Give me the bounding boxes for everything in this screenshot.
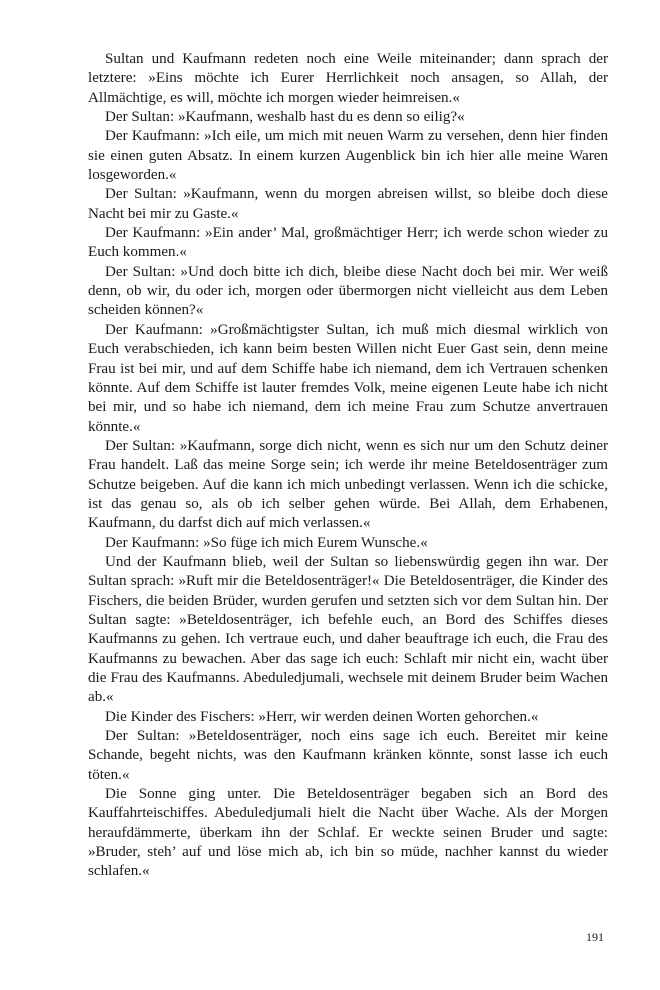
paragraph: Und der Kaufmann blieb, weil der Sultan so liebenswürdig gegen ihn war. Der Sultan sprach: »Ruft mir die Beteldosenträger!« Die Beteldosenträger, die Kinder des Fischers, die beiden Brüder, wurden gerufen und setzten sich vor dem Sultan hin. Der Sultan sagte: »Beteldosenträger, ich befehle euch, an Bord des Schiffes dieses Kaufmanns zu gehen. Ich vertraue euch, und daher beauftrage ich euch, die Frau des Kaufmanns zu bewachen. Aber das sage ich euch: Schlaft mir nicht ein, wacht über die Frau des Kaufmanns. Abeduledjumali, wechsele mit deinem Bruder beim Wachen ab.«: [88, 553, 608, 706]
paragraph: Der Kaufmann: »Großmächtigster Sultan, ich muß mich diesmal wirklich von Euch verabschieden, ich kann beim besten Willen nicht Euer Gast sein, denn meine Frau ist bei mir, und auf dem Schiffe habe ich niemand, dem ich Vertrauen schenken könnte. Auf dem Schiffe ist lauter fremdes Volk, meine eigenen Leute habe ich nicht bei mir, und so habe ich niemand, dem ich meine Frau zum Schutze anvertrauen könnte.«: [88, 321, 608, 435]
paragraph: Der Sultan: »Kaufmann, weshalb hast du es denn so eilig?«: [105, 109, 465, 126]
paragraph: Die Kinder des Fischers: »Herr, wir werden deinen Worten gehorchen.«: [105, 708, 539, 725]
paragraph: Der Kaufmann: »Ich eile, um mich mit neuen Warm zu versehen, denn hier finden sie einen guten Absatz. In einem kurzen Augenblick bin ich hier alle meine Waren losgeworden.«: [88, 128, 608, 184]
paragraph: Der Kaufmann: »So füge ich mich Eurem Wunsche.«: [105, 534, 428, 551]
paragraph: Der Sultan: »Und doch bitte ich dich, bleibe diese Nacht doch bei mir. Wer weiß denn, ob wir, du oder ich, morgen oder übermorgen nicht vielleicht aus dem Leben scheiden können?«: [88, 263, 608, 319]
paragraph: Sultan und Kaufmann redeten noch eine Weile miteinander; dann sprach der letztere: »Eins möchte ich Eurer Herrlichkeit noch ansagen, so Allah, der Allmächtige, es will, möchte ich morgen wieder heimreisen.«: [88, 51, 608, 106]
paragraph: Der Kaufmann: »Ein ander’ Mal, großmächtiger Herr; ich werde schon wieder zu Euch kommen.«: [88, 225, 608, 261]
paragraph: Die Sonne ging unter. Die Beteldosenträger begaben sich an Bord des Kauffahrteischiffes. Abeduledjumali hielt die Nacht über Wache. Als der Morgen heraufdämmerte, überkam ihn der Schlaf. Er weckte seinen Bruder und sagte: »Bruder, steh’ auf und löse mich ab, ich bin so müde, nachher kannst du wieder schlafen.«: [88, 786, 608, 880]
page-number: 191: [586, 930, 604, 944]
paragraph: Der Sultan: »Beteldosenträger, noch eins sage ich euch. Bereitet mir keine Schande, begeht nichts, was den Kaufmann kränken könnte, sonst lasse ich euch töten.«: [88, 728, 608, 783]
body-text: [88, 50, 608, 882]
paragraph: Der Sultan: »Kaufmann, sorge dich nicht, wenn es sich nur um den Schutz deiner Frau handelt. Laß das meine Sorge sein; ich werde ihr meine Beteldosenträger zum Schutze beigeben. Auf die kann ich mich unbedingt verlassen. Wenn ich die schicke, ist das genau so, als ob ich selber gehen würde. Bei Allah, dem Erhabenen, Kaufmann, du darfst dich auf mich verlassen.«: [88, 437, 608, 532]
paragraph: Der Sultan: »Kaufmann, wenn du morgen abreisen willst, so bleibe doch diese Nacht bei mir zu Gaste.«: [88, 186, 608, 222]
